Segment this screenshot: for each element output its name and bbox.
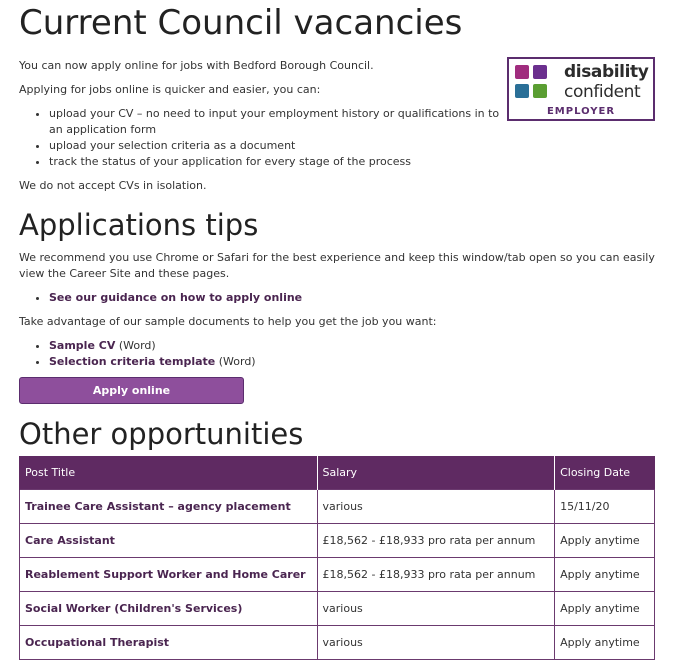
table-row bbox=[20, 558, 655, 592]
cv-note: We do not accept CVs in isolation. bbox=[19, 179, 207, 192]
column-header: Post Title bbox=[20, 456, 318, 490]
list-item bbox=[49, 338, 655, 354]
people-icon bbox=[515, 65, 529, 79]
closing-date-cell: Apply anytime bbox=[555, 626, 655, 660]
post-title-link[interactable]: Reablement Support Worker and Home Carer bbox=[20, 558, 318, 592]
post-title-link[interactable]: Trainee Care Assistant – agency placement bbox=[20, 490, 318, 524]
column-header: Closing Date bbox=[555, 456, 655, 490]
post-title-link[interactable]: Care Assistant bbox=[20, 524, 318, 558]
disability-confident-logo bbox=[507, 57, 655, 121]
logo-word-disability: disability bbox=[564, 62, 649, 82]
sample-cv-link[interactable]: Sample CV bbox=[49, 339, 116, 352]
table-row bbox=[20, 524, 655, 558]
file-type-label: (Word) bbox=[215, 355, 256, 368]
post-title-link[interactable]: Occupational Therapist bbox=[20, 626, 318, 660]
page-title: Current Council vacancies bbox=[19, 3, 463, 43]
samples-list bbox=[19, 338, 655, 370]
list-item: • track the status of your application for every stage of the process bbox=[49, 154, 509, 170]
closing-date-cell: 15/11/20 bbox=[555, 490, 655, 524]
column-header: Salary bbox=[317, 456, 555, 490]
list-item bbox=[49, 354, 655, 370]
opportunities-table bbox=[19, 456, 655, 660]
list-item bbox=[49, 290, 655, 306]
salary-cell: various bbox=[317, 592, 555, 626]
table-row bbox=[20, 490, 655, 524]
list-item: • upload your CV – no need to input your employment history or qualifications in to an application form bbox=[49, 106, 509, 138]
apply-online-button[interactable]: Apply online bbox=[19, 377, 244, 404]
intro-text: You can now apply online for jobs with Bedford Borough Council. bbox=[19, 59, 374, 72]
benefits-lead: Applying for jobs online is quicker and easier, you can: bbox=[19, 83, 321, 96]
file-type-label: (Word) bbox=[115, 339, 156, 352]
closing-date-cell: Apply anytime bbox=[555, 524, 655, 558]
closing-date-cell: Apply anytime bbox=[555, 592, 655, 626]
selection-criteria-link[interactable]: Selection criteria template bbox=[49, 355, 216, 368]
table-row bbox=[20, 626, 655, 660]
table-header-row bbox=[20, 456, 655, 490]
lock-icon bbox=[515, 84, 529, 98]
table-row bbox=[20, 592, 655, 626]
opportunities-heading: Other opportunities bbox=[19, 417, 304, 451]
tips-heading: Applications tips bbox=[19, 208, 259, 242]
guidance-list bbox=[19, 290, 655, 306]
logo-word-confident: confident bbox=[564, 82, 641, 102]
salary-cell: £18,562 - £18,933 pro rata per annum bbox=[317, 558, 555, 592]
check-icon bbox=[533, 65, 547, 79]
salary-cell: various bbox=[317, 490, 555, 524]
samples-lead: Take advantage of our sample documents to help you get the job you want: bbox=[19, 315, 437, 328]
post-title-link[interactable]: Social Worker (Children's Services) bbox=[20, 592, 318, 626]
closing-date-cell: Apply anytime bbox=[555, 558, 655, 592]
list-item: • upload your selection criteria as a document bbox=[49, 138, 509, 154]
browser-recommendation: We recommend you use Chrome or Safari for the best experience and keep this window/tab open so you can easily view the Career Site and these pages. bbox=[19, 251, 655, 280]
logo-word-employer: EMPLOYER bbox=[546, 106, 616, 117]
chat-icon bbox=[533, 84, 547, 98]
salary-cell: various bbox=[317, 626, 555, 660]
salary-cell: £18,562 - £18,933 pro rata per annum bbox=[317, 524, 555, 558]
benefits-list bbox=[19, 106, 509, 170]
guidance-link[interactable]: See our guidance on how to apply online bbox=[49, 291, 303, 304]
